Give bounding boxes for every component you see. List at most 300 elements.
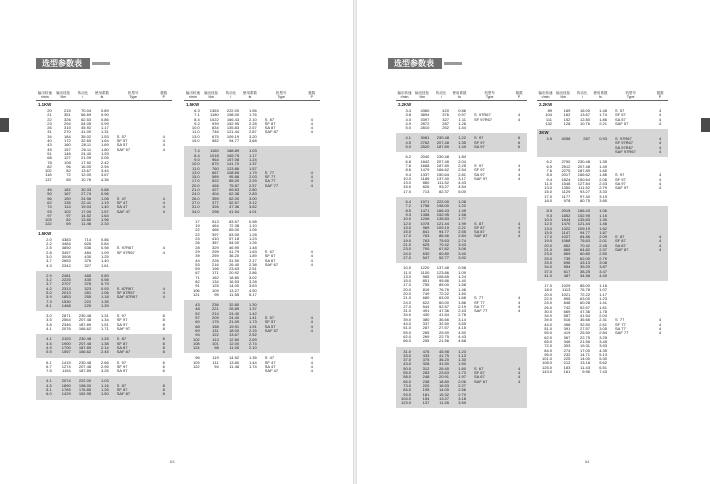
table-cell: 2.21 [458, 224, 466, 230]
table-cell: 1.51 [100, 321, 109, 327]
table-cell: 13.0 [403, 273, 412, 279]
model-type: S 57 [615, 108, 625, 113]
column-header [184, 87, 320, 101]
table-cell: 746 [212, 129, 219, 135]
value-column [451, 266, 468, 343]
table-cell: 3.63 [248, 283, 257, 289]
table-cell: 75.63 [579, 238, 590, 244]
pole-count: 4 [517, 162, 521, 168]
table-cell: 60.80 [438, 250, 449, 256]
table-cell: 198.00 [436, 203, 449, 209]
value-column [537, 137, 554, 154]
table-cell: 376 [84, 258, 92, 264]
table-cell: 1.11 [458, 116, 466, 122]
value-column [184, 149, 202, 213]
table-cell: 7.1 [194, 112, 200, 118]
table-cell: 17.00 [579, 347, 590, 353]
model-type: SAF 87R67 [116, 294, 138, 300]
table-cell: 3.26 [100, 368, 109, 374]
type-column [468, 136, 511, 149]
page-number: 63 [170, 459, 175, 464]
value-column [537, 284, 554, 374]
table-cell: 207.48 [577, 163, 590, 169]
param-block [537, 157, 668, 206]
param-block [537, 281, 668, 377]
table-cell: 1.28 [248, 231, 257, 237]
table-cell: 1.64 [100, 212, 109, 218]
table-cell: 39.0 [544, 317, 553, 323]
table-cell: 1.87 [599, 229, 607, 235]
table-cell: 108.65 [436, 273, 449, 279]
table-cell: 1.35 [458, 139, 466, 145]
pole-count: 4 [658, 180, 662, 186]
value-column [93, 238, 111, 268]
table-cell: 2.38 [248, 261, 257, 267]
poles-column [156, 379, 172, 396]
model-type: SF 57 [264, 319, 276, 325]
table-cell: 9.3 [405, 211, 412, 217]
table-cell: 848 [563, 300, 571, 306]
table-cell: 5.0 [46, 289, 52, 295]
table-cell: 26.11 [81, 146, 92, 152]
table-cell: 60.28 [579, 300, 590, 306]
table-cell: 2.28 [248, 120, 257, 126]
table-cell: 150.64 [577, 176, 590, 182]
table-cell: 18.00 [229, 327, 240, 333]
table-cell: 18.80 [438, 378, 449, 384]
value-column [202, 220, 221, 297]
table-cell: 2.56 [458, 387, 466, 393]
type-column [468, 109, 511, 130]
model-type: SF 57 [615, 112, 626, 118]
poles-column [156, 337, 172, 354]
pole-count: 4 [162, 146, 165, 152]
table-cell: 1.37 [248, 161, 257, 167]
table-cell: 259 [212, 253, 219, 259]
table-cell: 22.75 [579, 334, 590, 340]
param-block [537, 129, 668, 157]
table-cell: 3894 [420, 112, 430, 118]
table-cell: 166.43 [226, 116, 240, 122]
table-cell: 9.2 [194, 120, 200, 126]
value-column [54, 238, 73, 268]
table-cell: 75.87 [229, 182, 240, 188]
table-cell: 1.48 [599, 108, 607, 113]
table-cell: 1530 [61, 298, 71, 304]
pole-count: 6 [517, 135, 521, 141]
table-cell: 1.10 [248, 223, 257, 229]
poles-column [511, 155, 527, 194]
pole-count: 4 [658, 140, 662, 146]
table-cell: 52.57 [438, 303, 449, 309]
table-cell: 1322 [561, 225, 571, 231]
value-column [36, 188, 54, 227]
table-cell: 14.71 [579, 351, 590, 357]
table-cell: 5.13 [599, 351, 607, 357]
table-cell: 166.43 [577, 208, 590, 214]
table-cell: 41.00 [81, 129, 92, 135]
pole-count: 4 [658, 172, 662, 178]
value-column [73, 361, 93, 374]
table-cell: 346 [563, 338, 571, 344]
table-cell: 21.56 [579, 338, 590, 344]
column-header-label: 输出转速 r/min [37, 91, 52, 99]
table-cell: 27.0 [403, 303, 412, 309]
table-cell: 14.52 [229, 355, 240, 361]
table-cell: 102 [192, 336, 200, 342]
column-header-label: 机型号 Type [275, 91, 287, 99]
table-cell: 11.46 [229, 364, 240, 370]
table-cell: 43 [195, 302, 200, 308]
table-cell: 1160 [210, 148, 219, 154]
pole-count: 8 [162, 382, 165, 388]
value-column [36, 337, 54, 354]
table-cell: 2.74 [248, 340, 257, 346]
table-cell: 6.2 [546, 159, 553, 165]
model-type: SF 97 [116, 317, 128, 323]
power-heading: 2.2KW [539, 102, 553, 107]
table-cell: 255 [84, 294, 92, 300]
table-cell: 714 [84, 236, 92, 242]
table-cell: 4.1 [46, 326, 52, 332]
table-cell: 8.6 [405, 167, 412, 173]
table-cell: 230.48 [436, 154, 449, 160]
pole-count: 4 [517, 171, 521, 177]
poles-column [511, 109, 527, 130]
table-cell: 150 [64, 195, 71, 201]
table-cell: 2.29 [248, 178, 257, 184]
table-cell: 238 [422, 378, 430, 384]
column-header-label: 传动比 i [225, 91, 237, 99]
table-cell: 1.35 [248, 355, 257, 361]
table-cell: 15.0 [403, 229, 412, 235]
model-type: SA 67 [264, 257, 276, 263]
table-cell: 359 [212, 195, 219, 201]
table-cell: 12.0 [544, 221, 553, 227]
model-type: S 87 [615, 234, 625, 240]
poles-column [304, 109, 320, 143]
value-column [572, 209, 592, 278]
table-cell: 37.0 [544, 268, 553, 274]
model-type: SA 87 [264, 125, 276, 131]
table-cell: 2.25 [458, 162, 466, 168]
table-cell: 491 [422, 308, 430, 314]
table-cell: 2.51 [248, 266, 257, 272]
table-cell: 1113 [562, 287, 571, 293]
table-cell: 34.0 [191, 208, 200, 214]
model-type: SF 87 [116, 340, 128, 346]
table-cell: 0.84 [100, 241, 109, 247]
type-column [111, 109, 156, 182]
table-cell: 27.0 [191, 199, 200, 205]
table-cell: 6.51 [599, 364, 607, 370]
value-column [221, 356, 241, 373]
value-column [396, 136, 413, 149]
value-column [184, 356, 202, 373]
table-cell: 12.80 [229, 336, 240, 342]
table-cell: 31.0 [191, 204, 200, 210]
table-cell: 95.86 [438, 278, 449, 284]
table-cell: 70.42 [579, 242, 590, 248]
table-cell: 303 [563, 343, 571, 349]
table-cell: 367 [563, 334, 571, 340]
pole-count: 4 [658, 176, 662, 182]
model-type: SA 97 [474, 171, 485, 177]
table-cell: 1.78 [599, 308, 607, 314]
table-cell: 255 [422, 338, 430, 344]
table-cell: 252 [442, 125, 449, 131]
model-type: S 87R67 [116, 285, 134, 291]
table-cell: 0.98 [248, 218, 257, 224]
table-cell: 10.0 [403, 175, 412, 181]
table-cell: 1129 [561, 189, 571, 195]
table-cell: 865 [563, 247, 571, 253]
table-cell: 55.0 [544, 330, 553, 336]
table-cell: 108 [64, 159, 71, 165]
table-cell: 3.93 [599, 343, 607, 349]
table-cell: 125.0 [542, 364, 553, 370]
table-cell: 0.98 [458, 265, 466, 271]
poles-column [652, 160, 668, 203]
table-cell: 1.60 [458, 290, 466, 296]
table-cell: 7.3 [46, 298, 52, 304]
table-cell: 404 [212, 191, 219, 197]
table-cell: 1.68 [458, 295, 466, 301]
table-cell: 329 [212, 244, 219, 250]
table-cell: 3.33 [599, 189, 607, 195]
pole-count: 8 [162, 387, 165, 393]
pole-count: 8 [162, 344, 165, 350]
table-cell: 114 [64, 204, 71, 210]
table-cell: 22.0 [544, 295, 553, 301]
table-cell: 1.41 [599, 300, 607, 306]
table-cell: 430 [422, 312, 430, 318]
table-cell: 3.2 [46, 277, 52, 283]
table-cell: 880 [422, 180, 430, 186]
model-type: SA 97 [615, 180, 626, 186]
table-cell: 23.0 [403, 246, 412, 252]
table-cell: 1.26 [248, 240, 257, 246]
table-cell: 4.5 [46, 340, 52, 346]
model-type: S 97 [474, 135, 484, 141]
pole-count: 4 [310, 129, 313, 135]
table-cell: 20.0 [191, 182, 200, 188]
table-cell: 4.5 [405, 139, 412, 145]
table-cell: 26.40 [438, 365, 449, 371]
table-cell: 1018 [209, 152, 219, 158]
table-cell: 4.1 [46, 378, 52, 384]
table-cell: 1.37 [248, 306, 257, 312]
table-cell: 17.0 [403, 282, 412, 288]
table-cell: 69.63 [229, 187, 240, 193]
model-type: SAF 47 [116, 208, 131, 214]
table-cell: 22.41 [81, 199, 92, 205]
value-column [221, 109, 241, 143]
title-accent-bar [92, 62, 110, 65]
table-cell: 207.48 [436, 158, 449, 164]
table-cell: 1.16 [599, 212, 607, 218]
pole-count: 4 [162, 245, 165, 251]
table-cell: 6.2 [405, 154, 412, 160]
table-cell: 2.95 [100, 363, 109, 369]
table-cell: 2.9 [46, 272, 52, 278]
param-block [36, 334, 172, 357]
table-cell: 2.17 [248, 257, 257, 263]
table-cell: 1.17 [100, 125, 109, 131]
table-cell: 3.44 [100, 168, 109, 174]
model-type: SF 87 [474, 224, 485, 230]
model-type: S 67 [264, 248, 275, 254]
model-type: SAF 67 [264, 261, 279, 267]
table-cell: 31.0 [403, 308, 412, 314]
table-cell: 33.0 [544, 259, 553, 265]
table-cell: 24.0 [403, 299, 412, 305]
table-cell: 11.0 [192, 165, 200, 171]
table-cell: 215 [64, 108, 71, 113]
model-type: SA 97 [474, 144, 485, 150]
table-cell: 1.31 [100, 129, 109, 135]
table-cell: 9.3 [546, 212, 553, 218]
table-cell: 67 [195, 270, 200, 276]
table-cell: 187.89 [78, 344, 92, 350]
table-cell: 2.83 [248, 191, 257, 197]
pole-count: 8 [162, 326, 165, 332]
table-cell: 65 [66, 176, 71, 182]
table-cell: 1.53 [100, 133, 109, 139]
table-cell: 299 [212, 248, 219, 254]
model-type: SF 97 [615, 176, 626, 182]
table-cell: 1022 [209, 116, 219, 122]
table-cell: 27.57 [438, 325, 449, 331]
pole-count: 4 [310, 257, 313, 263]
model-type: SA 47 [264, 364, 276, 370]
table-cell: 158 [212, 323, 219, 329]
table-cell: 11.00 [229, 345, 240, 351]
table-cell: 1147 [561, 229, 571, 235]
table-cell: 17.0 [191, 178, 200, 184]
table-cell: 230.48 [78, 313, 92, 319]
table-cell: 248 [422, 374, 430, 380]
table-cell: 54.05 [81, 120, 92, 126]
table-cell: 0.93 [100, 285, 109, 291]
poles-column [511, 266, 527, 343]
column-header-label: 输出转速 r/min [538, 91, 553, 99]
table-cell: 1.64 [100, 138, 109, 144]
value-column [451, 155, 468, 194]
table-cell: 62.53 [81, 116, 92, 122]
table-cell: 22.75 [438, 333, 449, 339]
type-column [111, 361, 156, 374]
table-cell: 0.90 [100, 112, 109, 118]
table-cell: 196 [212, 266, 219, 272]
pole-count: 4 [310, 327, 313, 333]
table-cell: 2520 [420, 144, 430, 150]
table-cell: 1.09 [458, 269, 466, 275]
column-header-label: 输出扭矩 Nm [556, 91, 571, 99]
type-column [111, 188, 156, 227]
pole-count: 8 [162, 340, 165, 346]
pole-count: 4 [517, 295, 521, 301]
table-cell: 187.89 [78, 368, 92, 374]
pole-count: 4 [310, 182, 313, 188]
table-cell: 21.0 [403, 242, 412, 248]
model-type: S 87 [264, 116, 275, 122]
table-cell: 0.89 [100, 108, 109, 113]
table-cell: 5.17 [248, 291, 257, 297]
type-column [259, 303, 304, 350]
table-cell: 94 [195, 332, 200, 338]
model-type: SAF 97 [474, 175, 488, 181]
table-cell: 3.87 [599, 264, 607, 270]
param-block [396, 133, 527, 152]
table-cell: 127 [64, 155, 71, 161]
table-cell: 1363 [209, 108, 219, 113]
table-cell: 10.0 [544, 216, 553, 222]
table-cell: 10.0 [191, 125, 200, 131]
table-cell: 20.0 [544, 291, 553, 297]
table-cell: 1.40 [100, 258, 109, 264]
table-cell: 2871 [61, 313, 71, 319]
table-cell: 23.63 [438, 370, 449, 376]
value-column [431, 200, 451, 260]
table-cell: 3081 [420, 135, 430, 141]
type-column [609, 209, 652, 278]
table-cell: 123.86 [436, 269, 449, 275]
table-cell: 37.0 [403, 357, 412, 363]
table-cell: 3.17 [458, 175, 466, 181]
section-tab [701, 118, 710, 132]
param-block [396, 197, 527, 263]
table-cell: 3.19 [599, 193, 607, 199]
value-column [241, 356, 259, 373]
table-cell: 31.0 [403, 348, 412, 354]
value-column [572, 160, 592, 203]
table-cell: 2040 [420, 154, 430, 160]
table-cell: 15.0 [191, 174, 200, 180]
table-cell: 166.62 [78, 326, 92, 332]
table-cell: 680 [422, 295, 430, 301]
model-type: S 57 [116, 133, 127, 139]
table-cell: 6.9 [546, 163, 553, 169]
table-cell: 265 [422, 329, 430, 335]
table-cell: 161 [563, 369, 571, 375]
table-cell: 63.00 [579, 295, 590, 301]
table-cell: 23 [47, 120, 52, 126]
model-type: SA 77 [264, 178, 276, 184]
table-cell: 1.24 [458, 273, 466, 279]
table-cell: 1.16 [100, 382, 109, 388]
table-cell: 198.00 [78, 382, 92, 388]
table-cell: 17.92 [81, 159, 92, 165]
pole-count: 4 [310, 178, 313, 184]
table-cell: 13.0 [191, 169, 200, 175]
table-cell: 626 [84, 241, 92, 247]
poles-column [156, 274, 172, 308]
pole-count: 4 [310, 261, 313, 267]
model-type: S 77 [615, 317, 625, 323]
table-cell: 225 [84, 302, 92, 308]
table-cell: 2512 [561, 163, 571, 169]
value-column [431, 266, 451, 343]
table-cell: 298 [212, 208, 219, 214]
table-cell: 66.0 [403, 378, 412, 384]
value-column [537, 160, 554, 203]
table-cell: 547 [422, 254, 430, 260]
table-cell: 4383 [61, 236, 71, 242]
table-cell: 391 [563, 326, 571, 332]
table-cell: 109 [212, 287, 219, 293]
table-cell: 62 [47, 199, 52, 205]
